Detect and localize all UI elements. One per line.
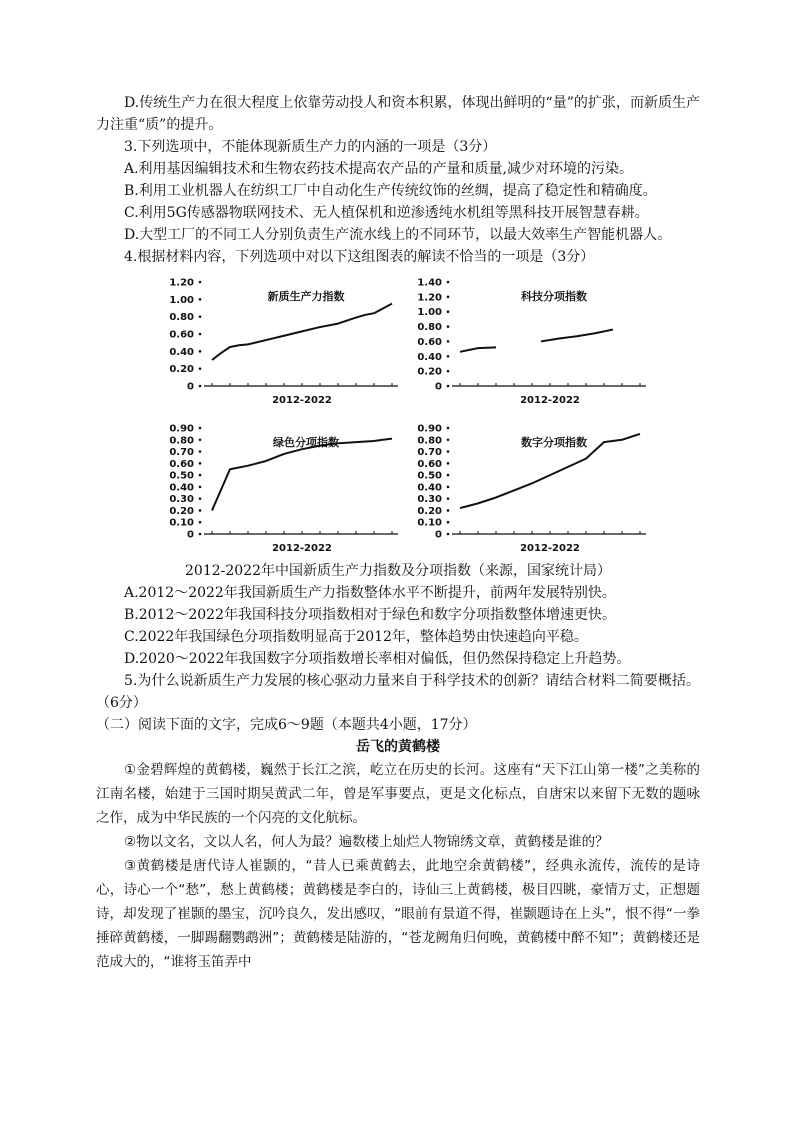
chart-digital-index xyxy=(414,420,654,558)
y-tick-mark xyxy=(447,486,450,489)
y-tick-mark xyxy=(199,462,202,465)
chart-title: 数字分项指数 xyxy=(521,436,587,449)
y-tick-mark xyxy=(199,486,202,489)
chart-tech-index-svg xyxy=(414,274,654,410)
article-title: 岳飞的黄鹤楼 xyxy=(356,739,440,755)
y-tick-mark xyxy=(447,533,450,536)
chart-title: 新质生产力指数 xyxy=(267,290,345,303)
q4-option-d: D.2020～2022年我国数字分项指数增长率相对偏低，但仍然保持稳定上升趋势。 xyxy=(124,651,631,667)
article-paragraph-2: ②物以文名，文以人名，何人为最？遍数楼上灿烂人物锦绣文章，黄鹤楼是谁的？ xyxy=(124,834,609,850)
y-tick-mark xyxy=(199,521,202,524)
chart-title: 科技分项指数 xyxy=(521,290,587,303)
y-tick-mark xyxy=(447,438,450,441)
q3-option-b: B.利用工业机器人在纺织工厂中自动化生产传统纹饰的丝绸，提高了稳定性和精确度。 xyxy=(124,183,657,199)
y-tick-label: 0.20 xyxy=(417,366,442,378)
y-tick-label: 0.40 xyxy=(169,346,194,358)
q4-option-a: A.2012～2022年我国新质生产力指数整体水平不断提升，前两年发展特别快。 xyxy=(124,585,616,601)
y-tick-label: 0.60 xyxy=(417,458,442,470)
y-tick-mark xyxy=(447,310,450,313)
y-tick-label: 0.20 xyxy=(417,505,442,517)
y-tick-mark xyxy=(447,281,450,284)
section2-heading: （二）阅读下面的文字，完成6～9题（本题共4小题，17分） xyxy=(96,717,477,733)
y-tick-label: 0.60 xyxy=(169,329,194,341)
y-tick-mark xyxy=(447,509,450,512)
chart-green-index xyxy=(166,420,406,558)
y-tick-label: 0 xyxy=(435,529,442,541)
article-paragraph-3: ③黄鹤楼是唐代诗人崔颢的，“昔人已乘黄鹤去，此地空余黄鹤楼”，经典永流传，流传的是诗心，诗心一个“愁”，愁上黄鹤楼；黄鹤楼是李白的，诗仙三上黄鹤楼，极目四眺，豪情万丈，正想题诗，却发现了崔颢的墨宝，沉吟良久，发出感叹，“眼前有景道不得，崔颢题诗在上头”，恨不得“一拳捶碎黄鹤楼，一脚踢翻鹦鹉洲”；黄鹤楼是陆游的，“苍龙阙角归何晚，黄鹤楼中醉不知”；黄鹤楼还是范成大的，“谁将玉笛弄中 xyxy=(96,858,700,970)
chart-new-productivity-svg xyxy=(166,274,406,410)
y-tick-label: 1.20 xyxy=(417,292,442,304)
y-tick-label: 1.20 xyxy=(169,277,194,289)
y-tick-label: 0.90 xyxy=(417,423,442,435)
exam-page xyxy=(96,92,700,974)
q4-option-b: B.2012～2022年我国科技分项指数相对于绿色和数字分项指数整体增速更快。 xyxy=(124,607,616,623)
y-tick-label: 0.80 xyxy=(417,322,442,334)
y-tick-label: 0 xyxy=(187,529,194,541)
q4-stem: 4.根据材料内容，下列选项中对以下这组图表的解读不恰当的一项是（3分） xyxy=(124,249,595,265)
chart-digital-index-svg xyxy=(414,420,654,558)
y-tick-label: 0.70 xyxy=(169,447,194,459)
y-tick-label: 0.80 xyxy=(169,312,194,324)
chart-caption: 2012-2022年中国新质生产力指数及分项指数（来源，国家统计局） xyxy=(185,563,611,579)
chart-title: 绿色分项指数 xyxy=(273,436,339,449)
y-tick-label: 0.80 xyxy=(417,435,442,447)
q3-option-d: D.大型工厂的不同工人分别负责生产流水线上的不同环节，以最大效率生产智能机器人。 xyxy=(124,227,672,243)
y-tick-label: 0.80 xyxy=(169,435,194,447)
y-tick-mark xyxy=(447,521,450,524)
y-tick-mark xyxy=(199,367,202,370)
x-axis-label: 2012-2022 xyxy=(272,543,332,554)
series-line xyxy=(212,304,392,360)
series-line xyxy=(460,347,496,351)
y-tick-mark xyxy=(199,497,202,500)
y-tick-label: 0.20 xyxy=(169,505,194,517)
y-tick-mark xyxy=(447,450,450,453)
y-tick-mark xyxy=(447,325,450,328)
q2-option-d: D.传统生产力在很大程度上依靠劳动投人和资本积累，体现出鲜明的“量”的扩张，而新质生产力注重“质”的提升。 xyxy=(96,95,700,133)
series-line xyxy=(541,330,613,342)
y-tick-mark xyxy=(199,438,202,441)
q3-option-c: C.利用5G传感器物联网技术、无人植保机和逆渗透纯水机组等黑科技开展智慧春耕。 xyxy=(124,205,649,221)
y-tick-mark xyxy=(199,333,202,336)
y-tick-mark xyxy=(199,427,202,430)
y-tick-label: 0.40 xyxy=(417,482,442,494)
q4-option-c: C.2022年我国绿色分项指数明显高于2012年，整体趋势由快速趋向平稳。 xyxy=(124,629,588,645)
y-tick-label: 0.50 xyxy=(417,470,442,482)
q3-option-a: A.利用基因编辑技术和生物农药技术提高农产品的产量和质量,减少对环境的污染。 xyxy=(124,161,634,177)
chart-new-productivity xyxy=(166,274,406,410)
y-tick-label: 0.30 xyxy=(417,494,442,506)
y-tick-label: 0.10 xyxy=(417,517,442,529)
y-tick-mark xyxy=(199,350,202,353)
y-tick-mark xyxy=(447,474,450,477)
y-tick-mark xyxy=(447,355,450,358)
y-tick-mark xyxy=(447,427,450,430)
y-tick-label: 0.40 xyxy=(169,482,194,494)
chart-tech-index xyxy=(414,274,654,410)
y-tick-label: 1.40 xyxy=(417,277,442,289)
x-axis-label: 2012-2022 xyxy=(520,395,580,406)
y-tick-label: 0.40 xyxy=(417,351,442,363)
y-tick-mark xyxy=(447,497,450,500)
y-tick-label: 0.50 xyxy=(169,470,194,482)
y-tick-mark xyxy=(447,296,450,299)
y-tick-label: 0.60 xyxy=(169,458,194,470)
y-tick-mark xyxy=(447,370,450,373)
y-tick-mark xyxy=(199,509,202,512)
y-tick-label: 0.10 xyxy=(169,517,194,529)
y-tick-mark xyxy=(199,474,202,477)
y-tick-mark xyxy=(199,315,202,318)
y-tick-mark xyxy=(199,450,202,453)
y-tick-mark xyxy=(447,340,450,343)
x-axis-label: 2012-2022 xyxy=(272,395,332,406)
y-tick-label: 1.00 xyxy=(417,307,442,319)
y-tick-label: 0.60 xyxy=(417,336,442,348)
x-axis-label: 2012-2022 xyxy=(520,543,580,554)
y-tick-label: 0.90 xyxy=(169,423,194,435)
y-tick-label: 1.00 xyxy=(169,294,194,306)
y-tick-label: 0.20 xyxy=(169,364,194,376)
y-tick-mark xyxy=(199,533,202,536)
y-tick-mark xyxy=(447,385,450,388)
y-tick-label: 0.30 xyxy=(169,494,194,506)
y-tick-label: 0 xyxy=(435,381,442,393)
q3-stem: 3.下列选项中，不能体现新质生产力的内涵的一项是（3分） xyxy=(124,139,497,155)
article-paragraph-1: ①金碧辉煌的黄鹤楼，巍然于长江之滨，屹立在历史的长河。这座有“天下江山第一楼”之美称的江南名楼，始建于三国时期吴黄武二年，曾是军事要点，更是文化标点，自唐宋以来留下无数的题咏之作，成为中华民族的一个闪亮的文化航标。 xyxy=(96,762,700,826)
y-tick-mark xyxy=(199,281,202,284)
y-tick-label: 0.70 xyxy=(417,447,442,459)
y-tick-mark xyxy=(199,385,202,388)
y-tick-label: 0 xyxy=(187,381,194,393)
series-line xyxy=(212,439,392,511)
y-tick-mark xyxy=(199,298,202,301)
chart-green-index-svg xyxy=(166,420,406,558)
q5-stem: 5.为什么说新质生产力发展的核心驱动力量来自于科学技术的创新？请结合材料二简要概括。（6分） xyxy=(96,673,700,711)
y-tick-mark xyxy=(447,462,450,465)
chart-grid xyxy=(96,268,700,560)
